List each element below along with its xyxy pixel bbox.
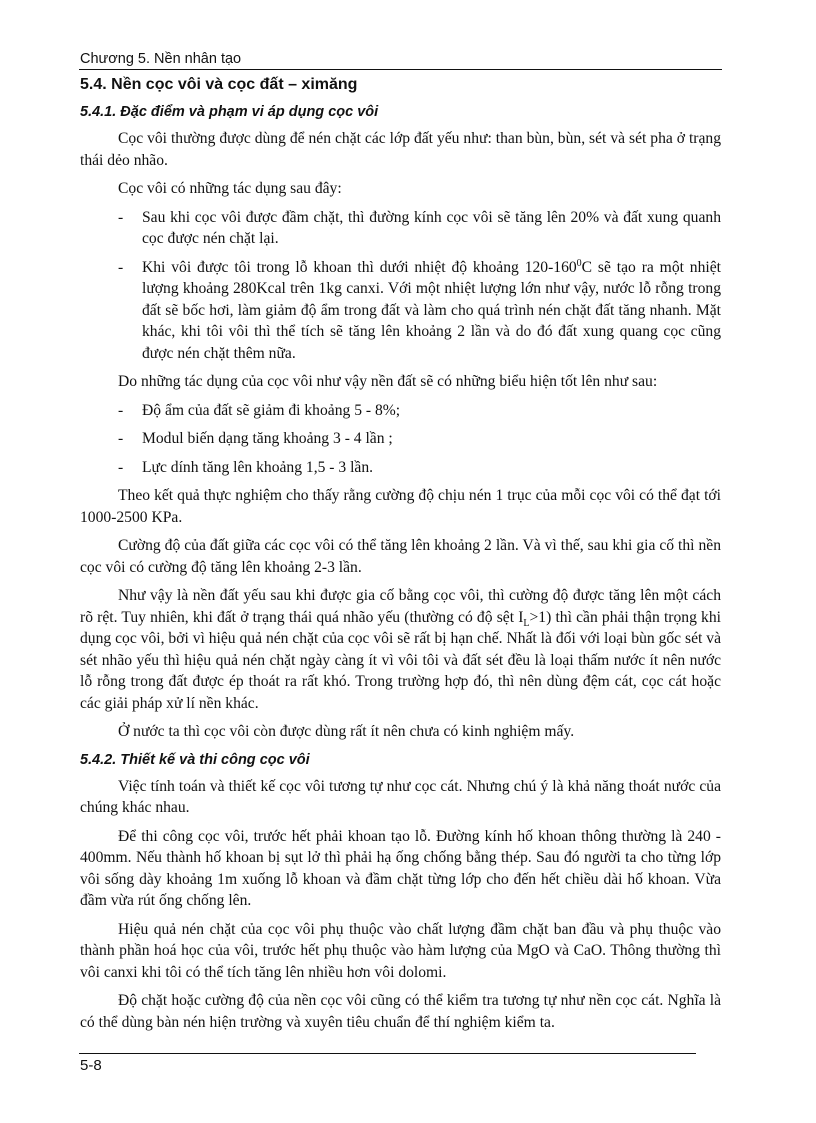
paragraph: Việc tính toán và thiết kế cọc vôi tương tự như cọc cát. Nhưng chú ý là khả năng thoát nước của chúng khác nhau. (80, 777, 721, 816)
text-span: >1) thì cần phải thận trọng khi dụng cọc vôi, bởi vì hiệu quả nén chặt của cọc vôi sẽ rất bị hạn chế. Nhất là đối với loại bùn gốc sét và sét nhão yếu thì hiệu quả nén chặt ngày càng ít vì vôi tôi và đất sét đều là loại thấm nước ít nên nước lỗ rỗng trong đất được ép thoát ra rất khó. Trong trường hợp đó, thì nên dùng đệm cát, cọc cát hoặc các giải pháp xử lí nền khác. (80, 608, 721, 712)
paragraph: Cọc vôi có những tác dụng sau đây: (118, 180, 342, 197)
running-header: Chương 5. Nền nhân tạo (80, 51, 242, 67)
paragraph: Theo kết quả thực nghiệm cho thấy rằng cường độ chịu nén 1 trục của mỗi cọc vôi có thể đạt tới 1000-2500 KPa. (80, 487, 721, 526)
text-span: C sẽ tạo ra một nhiệt lượng khoảng 280Kcal trên 1kg canxi. Với một nhiệt lượng lớn như vậy, nước lỗ rỗng trong đất sẽ bốc hơi, làm giảm độ ẩm trong đất và làm cho quá trình nén chặt đất tăng nhanh. Mặt khác, khi tôi vôi thì thể tích sẽ tăng lên khoảng 2 lần và do đó đất xung quang cọc cũng được nén chặt thêm nữa. (142, 258, 721, 362)
subscript: L (523, 617, 530, 629)
footer-rule (79, 1053, 696, 1054)
paragraph: Do những tác dụng của cọc vôi như vậy nền đất sẽ có những biểu hiện tốt lên như sau: (118, 373, 658, 390)
list-item: - Độ ẩm của đất sẽ giảm đi khoảng 5 - 8%; (80, 400, 721, 422)
superscript: 0 (576, 257, 582, 269)
page-number: 5-8 (80, 1057, 102, 1074)
text-span: Khi vôi được tôi trong lỗ khoan thì dưới nhiệt độ khoảng 120-160 (142, 258, 577, 276)
results-list (80, 400, 721, 479)
page-body (80, 74, 721, 1040)
paragraph: Hiệu quả nén chặt của cọc vôi phụ thuộc vào chất lượng đầm chặt ban đầu và phụ thuộc vào thành phần hoá học của vôi, trước hết phụ thuộc vào hàm lượng của MgO và CaO. Thông thường thì vôi canxi khi tôi có thể tích tăng lên nhiều hơn vôi dolomi. (80, 920, 721, 981)
header-rule (79, 69, 722, 70)
paragraph: Cường độ của đất giữa các cọc vôi có thể tăng lên khoảng 2 lần. Và vì thế, sau khi gia cố thì nền cọc vôi có cường độ tăng lên khoảng 2-3 lần. (80, 537, 721, 576)
paragraph: Cọc vôi thường được dùng để nén chặt các lớp đất yếu như: than bùn, bùn, sét và sét pha ở trạng thái dẻo nhão. (80, 130, 721, 169)
list-item (80, 257, 721, 365)
paragraph: Ở nước ta thì cọc vôi còn được dùng rất ít nên chưa có kinh nghiệm mấy. (118, 723, 575, 740)
subsection-title-5-4-2: 5.4.2. Thiết kế và thi công cọc vôi (80, 751, 310, 768)
list-item: - Sau khi cọc vôi được đầm chặt, thì đường kính cọc vôi sẽ tăng lên 20% và đất xung quanh cọc được nén chặt lại. (80, 207, 721, 250)
effects-list (80, 207, 721, 365)
paragraph (80, 585, 721, 714)
list-item: - Lực dính tăng lên khoảng 1,5 - 3 lần. (80, 457, 721, 479)
text-span: Như vậy là nền đất yếu sau khi được gia cố bằng cọc vôi, thì cường độ được tăng lên một cách rõ rệt. Tuy nhiên, khi đất ở trạng thái quá nhão yếu (thường có độ sệt I (80, 587, 721, 626)
subsection-title-5-4-1: 5.4.1. Đặc điểm và phạm vi áp dụng cọc vôi (80, 104, 379, 120)
list-item: - Modul biến dạng tăng khoảng 3 - 4 lần ; (80, 428, 721, 450)
section-title: 5.4. Nền cọc vôi và cọc đất – ximăng (80, 76, 358, 93)
paragraph: Độ chặt hoặc cường độ của nền cọc vôi cũng có thể kiểm tra tương tự như nền cọc cát. Nghĩa là có thể dùng bàn nén hiện trường và xuyên tiêu chuẩn để thí nghiệm kiểm ta. (80, 992, 721, 1031)
paragraph: Để thi công cọc vôi, trước hết phải khoan tạo lỗ. Đường kính hố khoan thông thường là 240 - 400mm. Nếu thành hố khoan bị sụt lở thì phải hạ ống chống bằng thép. Sau đó người ta cho từng lớp vôi sống dày khoảng 1m xuống lỗ khoan và đầm chặt từng lớp cho đến hết chiều dài hố khoan. Vừa đầm vừa rút ống chống lên. (80, 827, 721, 909)
